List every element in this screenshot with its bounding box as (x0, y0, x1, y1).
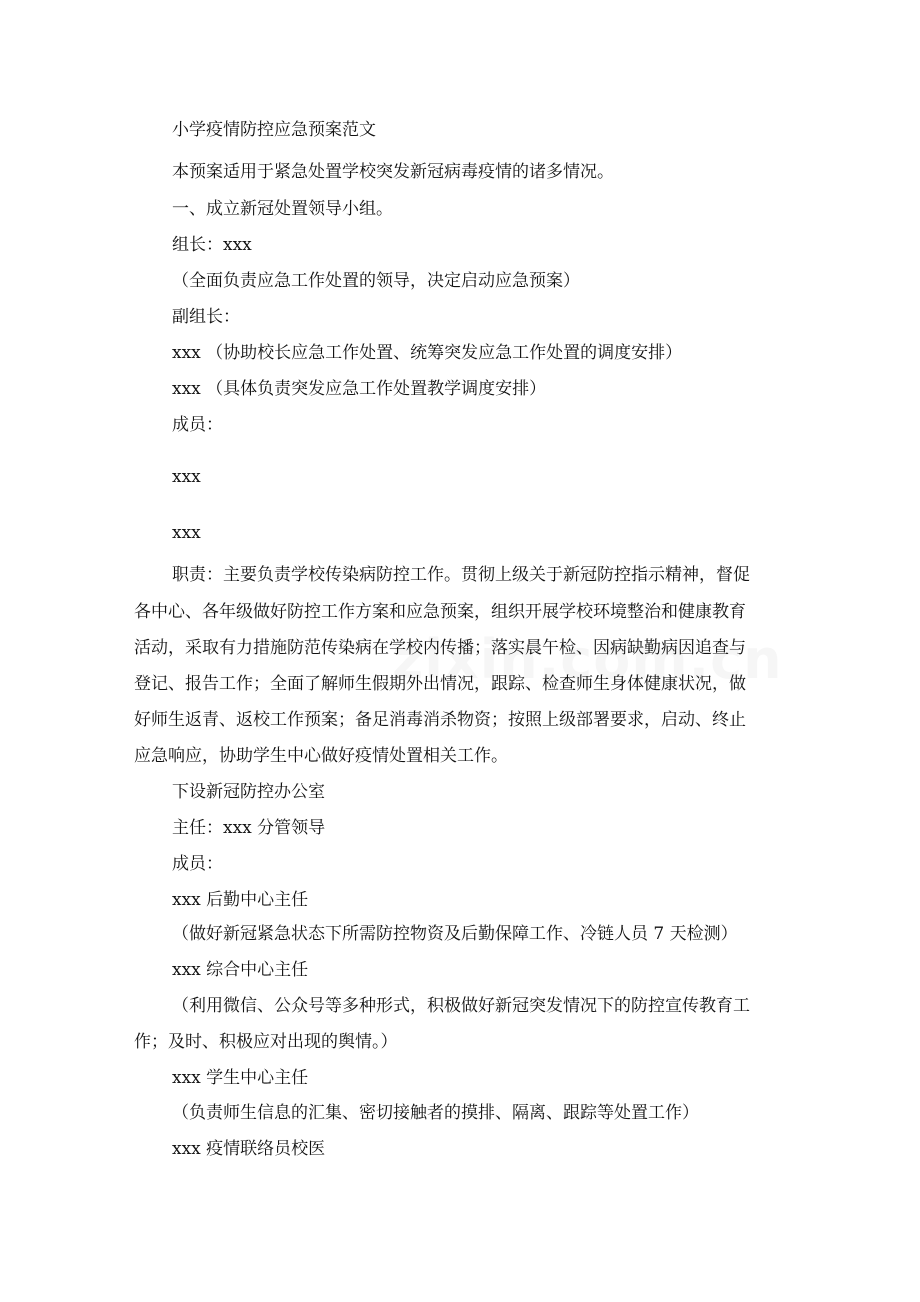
section-heading: 一、成立新冠处置领导小组。 (172, 199, 393, 219)
duty-paragraph-line: 活动，采取有力措施防范传染病在学校内传播；落实晨午检、因病缺勤病因追查与 (134, 638, 746, 658)
office-heading: 下设新冠防控办公室 (172, 782, 325, 802)
document-title: 小学疫情防控应急预案范文 (172, 120, 376, 140)
member-line: xxx 疫情联络员校医 (172, 1139, 326, 1159)
office-members-label: 成员： (172, 854, 223, 874)
member-note: （负责师生信息的汇集、密切接触者的摸排、隔离、跟踪等处置工作） (172, 1103, 699, 1123)
director-line: 主任：xxx 分管领导 (172, 818, 326, 838)
duty-paragraph-line: 职责：主要负责学校传染病防控工作。贯彻上级关于新冠防控指示精神，督促 (172, 565, 750, 585)
member-note: （做好新冠紧急状态下所需防控物资及后勤保障工作、冷链人员 7 天检测） (172, 924, 738, 944)
member-note: （利用微信、公众号等多种形式，积极做好新冠突发情况下的防控宣传教育工 (172, 996, 750, 1016)
leader-note: （全面负责应急工作处置的领导，决定启动应急预案） (172, 271, 580, 291)
member-line: xxx (172, 467, 201, 487)
members-label: 成员： (172, 415, 223, 435)
member-line: xxx 学生中心主任 (172, 1068, 309, 1088)
duty-paragraph-line: 应急响应，协助学生中心做好疫情处置相关工作。 (134, 746, 508, 766)
member-line: xxx 后勤中心主任 (172, 890, 309, 910)
member-line: xxx 综合中心主任 (172, 960, 309, 980)
duty-paragraph-line: 登记、报告工作；全面了解师生假期外出情况，跟踪、检查师生身体健康状况，做 (134, 674, 746, 694)
duty-paragraph-line: 各中心、各年级做好防控工作方案和应急预案，组织开展学校环境整治和健康教育 (134, 602, 746, 622)
duty-paragraph-line: 好师生返青、返校工作预案；备足消毒消杀物资；按照上级部署要求，启动、终止 (134, 710, 746, 730)
deputy-line: xxx （协助校长应急工作处置、统筹突发应急工作处置的调度安排） (172, 343, 683, 363)
member-line: xxx (172, 523, 201, 543)
member-note: 作；及时、积极应对出现的舆情。） (134, 1032, 398, 1052)
scope-paragraph: 本预案适用于紧急处置学校突发新冠病毒疫情的诸多情况。 (172, 162, 614, 182)
leader-line: 组长：xxx (172, 235, 252, 255)
deputy-label: 副组长： (172, 307, 240, 327)
deputy-line: xxx （具体负责突发应急工作处置教学调度安排） (172, 379, 547, 399)
